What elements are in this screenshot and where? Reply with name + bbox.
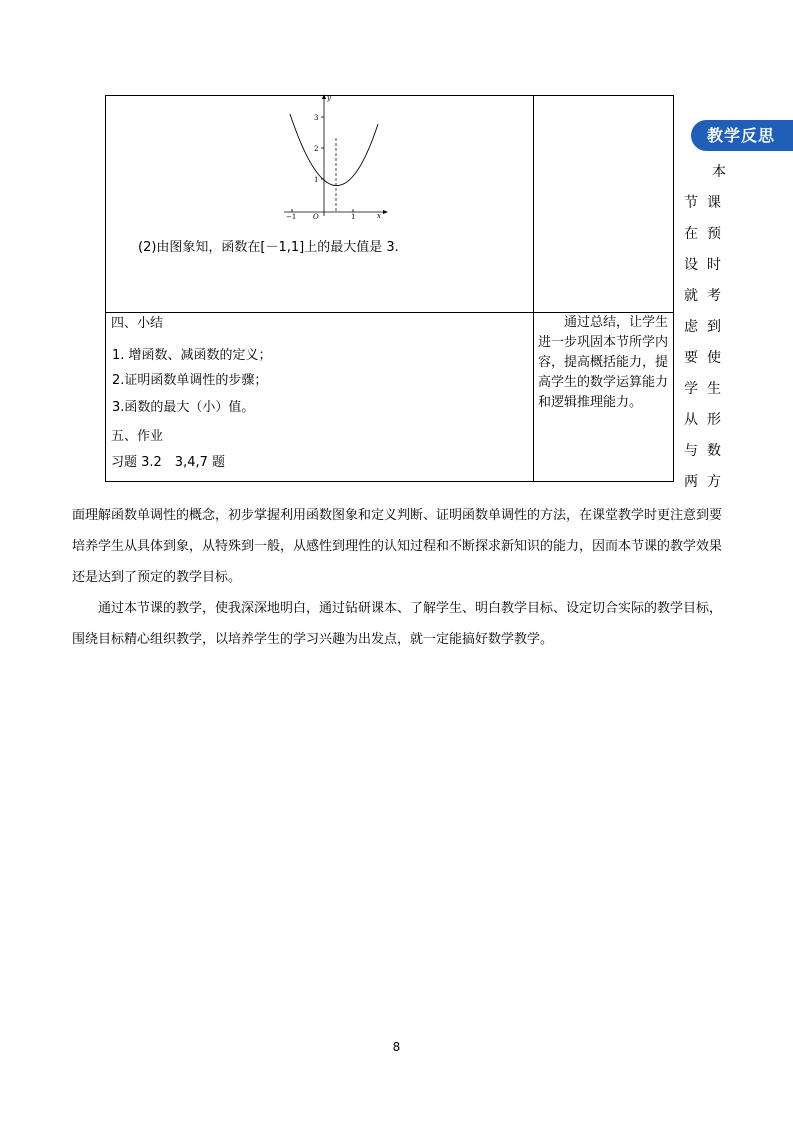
sidebar-char: 虑	[684, 319, 698, 335]
sidebar-char: 要	[684, 350, 698, 366]
page-number: 8	[392, 1040, 401, 1054]
table-border-left	[105, 95, 106, 482]
y-tick-label-1: 1	[314, 176, 319, 184]
summary-item: 2.证明函数单调性的步骤；	[112, 373, 268, 388]
y-tick-label-3: 3	[314, 114, 319, 122]
sidebar-char: 与	[684, 443, 698, 459]
sidebar-char: 数	[707, 443, 721, 459]
sidebar-char: 使	[707, 350, 721, 366]
teaching-note: 通过总结，让学生进一步巩固本节所学内容，提高概括能力，提高学生的数学运算能力和逻辑推理能力。	[538, 315, 669, 410]
summary-heading: 四、小结	[111, 316, 164, 331]
homework-heading: 五、作业	[111, 429, 164, 444]
x-tick-label-neg1: −1	[286, 213, 297, 221]
sidebar-char: 从	[684, 412, 698, 428]
reflection-paragraph: 通过本节课的教学，使我深深地明白，通过钻研课本、了解学生、明白教学目标、设定切合实际的教学目标，围绕目标精心组织教学，以培养学生的学习兴趣为出发点，就一定能搞好数学教学。	[72, 601, 723, 647]
parabola-graph	[280, 92, 390, 222]
sidebar-char: 两	[684, 474, 698, 490]
sidebar-first-char: 本	[712, 164, 726, 180]
sidebar-char: 生	[707, 381, 721, 397]
y-tick-label-2: 2	[314, 145, 319, 153]
sidebar-char: 在	[684, 226, 698, 242]
table-border-right	[673, 95, 674, 482]
x-tick-label-1: 1	[351, 213, 356, 221]
sidebar-char: 考	[707, 288, 721, 304]
sidebar-char: 学	[684, 381, 698, 397]
x-axis-label: x	[377, 212, 381, 220]
sidebar-char: 到	[707, 319, 721, 335]
sidebar-char: 方	[707, 474, 721, 490]
sidebar-char: 形	[707, 412, 721, 428]
sidebar-char: 时	[707, 257, 721, 273]
sidebar-char: 预	[707, 226, 721, 242]
graph-caption: (2)由图象知，函数在[－1,1]上的最大值是 3.	[138, 240, 399, 255]
table-border-bottom	[105, 481, 674, 482]
homework-text: 习题 3.2 3,4,7 题	[111, 455, 226, 470]
sidebar-char: 设	[684, 257, 698, 273]
summary-item: 3.函数的最大（小）值。	[112, 400, 255, 415]
sidebar-char: 节	[684, 195, 698, 211]
summary-item: 1. 增函数、减函数的定义；	[112, 348, 272, 363]
table-column-divider	[533, 95, 534, 482]
sidebar-char: 课	[707, 195, 721, 211]
reflection-paragraph: 面理解函数单调性的概念，初步掌握利用函数图象和定义判断、证明函数单调性的方法，在课堂教学时更注意到要培养学生从具体到象，从特殊到一般，从感性到理性的认知过程和不断探求新知识的能力，因而本节课的教学效果还是达到了预定的教学目标。	[72, 508, 723, 585]
y-axis-arrow	[322, 94, 326, 99]
x-axis-arrow	[383, 210, 388, 214]
sidebar-col-right	[707, 188, 721, 498]
origin-label: O	[313, 213, 319, 221]
parabola-curve	[290, 114, 378, 186]
sidebar-col-left	[684, 188, 698, 498]
y-axis-label: y	[327, 94, 331, 102]
sidebar-char: 就	[684, 288, 698, 304]
reflection-badge: 教学反思	[691, 120, 793, 151]
